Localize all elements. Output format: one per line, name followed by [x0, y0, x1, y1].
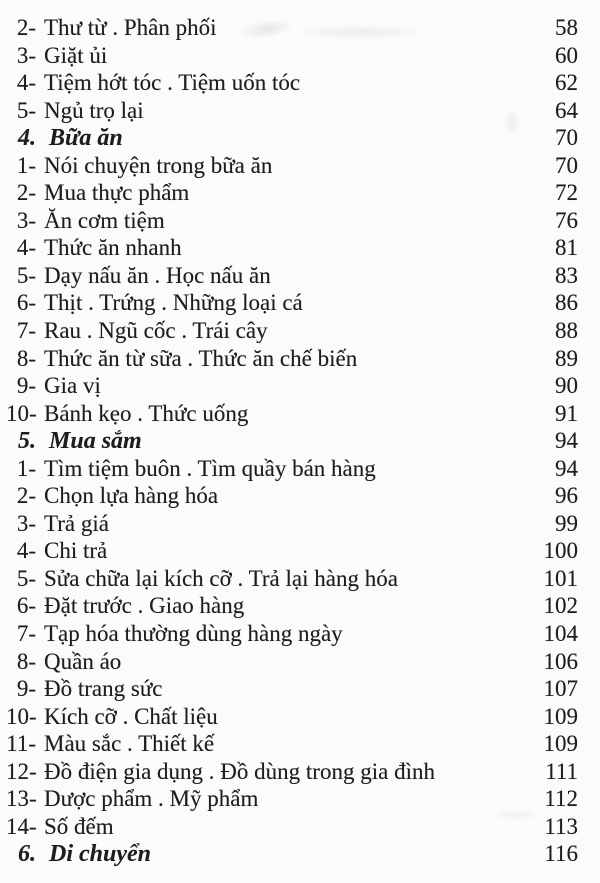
entry-number: 7-: [16, 621, 36, 647]
entry-title: Chọn lựa hàng hóa: [44, 483, 219, 509]
entry-page-number: 58: [555, 15, 578, 40]
entry-page-number: 99: [555, 510, 578, 536]
toc-entry: [6, 207, 578, 235]
entry-title: Đồ điện gia dụng . Đồ dùng trong gia đình: [44, 758, 435, 784]
entry-number: 2-: [16, 483, 36, 509]
entry-number: 4.: [18, 125, 36, 152]
entry-title: Tạp hóa thường dùng hàng ngày: [44, 621, 343, 647]
entry-page-number: 106: [543, 648, 578, 674]
entry-page-number: 113: [544, 813, 578, 839]
entry-page-number: 64: [555, 97, 578, 123]
toc-entry: [6, 179, 578, 207]
entry-page-number: 72: [555, 180, 578, 206]
entry-page-number: 81: [555, 235, 578, 261]
entry-title: Số đếm: [44, 813, 114, 839]
entry-title: Mua sắm: [49, 428, 142, 455]
entry-page-number: 83: [555, 262, 578, 288]
entry-page-number: 104: [543, 621, 578, 647]
entry-title: Quần áo: [44, 648, 122, 674]
toc-entry: [6, 620, 578, 648]
entry-number: 10-: [6, 703, 37, 729]
entry-title: Thịt . Trứng . Những loại cá: [44, 290, 303, 316]
toc-entry: [6, 537, 578, 565]
entry-number: 3-: [16, 510, 36, 536]
entry-title: Chi trả: [44, 538, 108, 564]
entry-page-number: 102: [543, 593, 578, 619]
entry-number: 6.: [18, 841, 36, 868]
entry-number: 10-: [6, 400, 37, 426]
entry-number: 2-: [16, 15, 36, 40]
entry-title: Trả giá: [44, 510, 109, 536]
toc-entry: [6, 482, 578, 510]
toc-entry: [6, 97, 578, 125]
toc-entry: [6, 427, 578, 455]
toc-entry: [6, 152, 578, 180]
entry-page-number: 101: [543, 565, 578, 591]
entry-number: 7-: [16, 318, 36, 344]
toc-entry: [6, 758, 578, 786]
toc-entry: [6, 372, 578, 400]
toc-entry: [6, 124, 578, 152]
entry-page-number: 111: [545, 758, 578, 784]
entry-number: 8-: [16, 345, 36, 371]
toc-entry: [6, 455, 578, 483]
entry-number: 3-: [16, 207, 36, 233]
toc-entry: [6, 840, 578, 868]
entry-number: 9-: [16, 676, 36, 702]
toc-entry: [6, 510, 578, 538]
entry-page-number: 62: [555, 70, 578, 96]
entry-title: Thư từ . Phân phối: [44, 15, 217, 40]
toc-entry: [6, 14, 578, 42]
toc-list: [0, 14, 600, 868]
entry-title: Màu sắc . Thiết kế: [44, 731, 215, 757]
entry-number: 13-: [6, 786, 37, 812]
entry-title: Ăn cơm tiệm: [44, 207, 165, 233]
entry-title: Giặt ủi: [44, 42, 108, 68]
entry-number: 5-: [16, 565, 36, 591]
entry-page-number: 109: [543, 703, 578, 729]
toc-entry: [6, 42, 578, 70]
entry-title: Thức ăn nhanh: [44, 235, 182, 261]
entry-number: 4-: [16, 538, 36, 564]
entry-title: Sửa chữa lại kích cỡ . Trả lại hàng hóa: [44, 565, 398, 591]
entry-page-number: 76: [555, 207, 578, 233]
toc-entry: [6, 730, 578, 758]
toc-entry: [6, 565, 578, 593]
entry-title: Di chuyển: [49, 841, 151, 868]
toc-entry: [6, 317, 578, 345]
entry-title: Thức ăn từ sữa . Thức ăn chế biến: [44, 345, 358, 371]
entry-page-number: 100: [543, 538, 578, 564]
entry-number: 6-: [16, 593, 36, 619]
entry-number: 2-: [16, 180, 36, 206]
entry-number: 4-: [16, 235, 36, 261]
entry-number: 9-: [16, 373, 36, 399]
entry-title: Kích cỡ . Chất liệu: [44, 703, 218, 729]
entry-page-number: 70: [555, 125, 578, 151]
entry-title: Đồ trang sức: [44, 676, 163, 702]
toc-entry: [6, 234, 578, 262]
entry-page-number: 94: [555, 455, 578, 481]
toc-entry: [6, 592, 578, 620]
toc-entry: [6, 262, 578, 290]
toc-entry: [6, 785, 578, 813]
entry-page-number: 94: [555, 428, 578, 454]
entry-number: 5.: [18, 428, 36, 455]
entry-number: 14-: [6, 813, 37, 839]
entry-page-number: 60: [555, 42, 578, 68]
entry-number: 1-: [16, 455, 36, 481]
toc-entry: [6, 400, 578, 428]
entry-title: Mua thực phẩm: [44, 180, 190, 206]
entry-title: Dạy nấu ăn . Học nấu ăn: [44, 262, 271, 288]
entry-page-number: 107: [543, 676, 578, 702]
entry-number: 8-: [16, 648, 36, 674]
entry-number: 12-: [6, 758, 37, 784]
entry-title: Dược phẩm . Mỹ phẩm: [44, 786, 259, 812]
entry-page-number: 86: [555, 290, 578, 316]
entry-title: Rau . Ngũ cốc . Trái cây: [44, 318, 268, 344]
entry-number: 4-: [16, 70, 36, 96]
toc-entry: [6, 345, 578, 373]
entry-number: 6-: [16, 290, 36, 316]
entry-title: Nói chuyện trong bữa ăn: [44, 152, 273, 178]
entry-title: Tiệm hớt tóc . Tiệm uốn tóc: [44, 70, 301, 96]
entry-page-number: 70: [555, 152, 578, 178]
entry-page-number: 91: [555, 400, 578, 426]
entry-title: Tìm tiệm buôn . Tìm quầy bán hàng: [44, 455, 376, 481]
entry-page-number: 90: [555, 373, 578, 399]
toc-entry: [6, 289, 578, 317]
entry-title: Gia vị: [44, 373, 101, 399]
toc-entry: [6, 69, 578, 97]
entry-number: 5-: [16, 262, 36, 288]
entry-number: 11-: [6, 731, 36, 757]
toc-entry: [6, 813, 578, 841]
entry-title: Bữa ăn: [49, 125, 123, 152]
entry-page-number: 109: [543, 731, 578, 757]
entry-title: Ngủ trọ lại: [44, 97, 144, 123]
toc-entry: [6, 648, 578, 676]
entry-title: Đặt trước . Giao hàng: [44, 593, 245, 619]
entry-number: 3-: [16, 42, 36, 68]
entry-page-number: 116: [544, 841, 578, 867]
entry-page-number: 89: [555, 345, 578, 371]
entry-number: 1-: [16, 152, 36, 178]
toc-entry: [6, 703, 578, 731]
entry-page-number: 96: [555, 483, 578, 509]
entry-page-number: 88: [555, 318, 578, 344]
entry-page-number: 112: [544, 786, 578, 812]
entry-title: Bánh kẹo . Thức uống: [44, 400, 249, 426]
entry-number: 5-: [16, 97, 36, 123]
toc-entry: [6, 675, 578, 703]
